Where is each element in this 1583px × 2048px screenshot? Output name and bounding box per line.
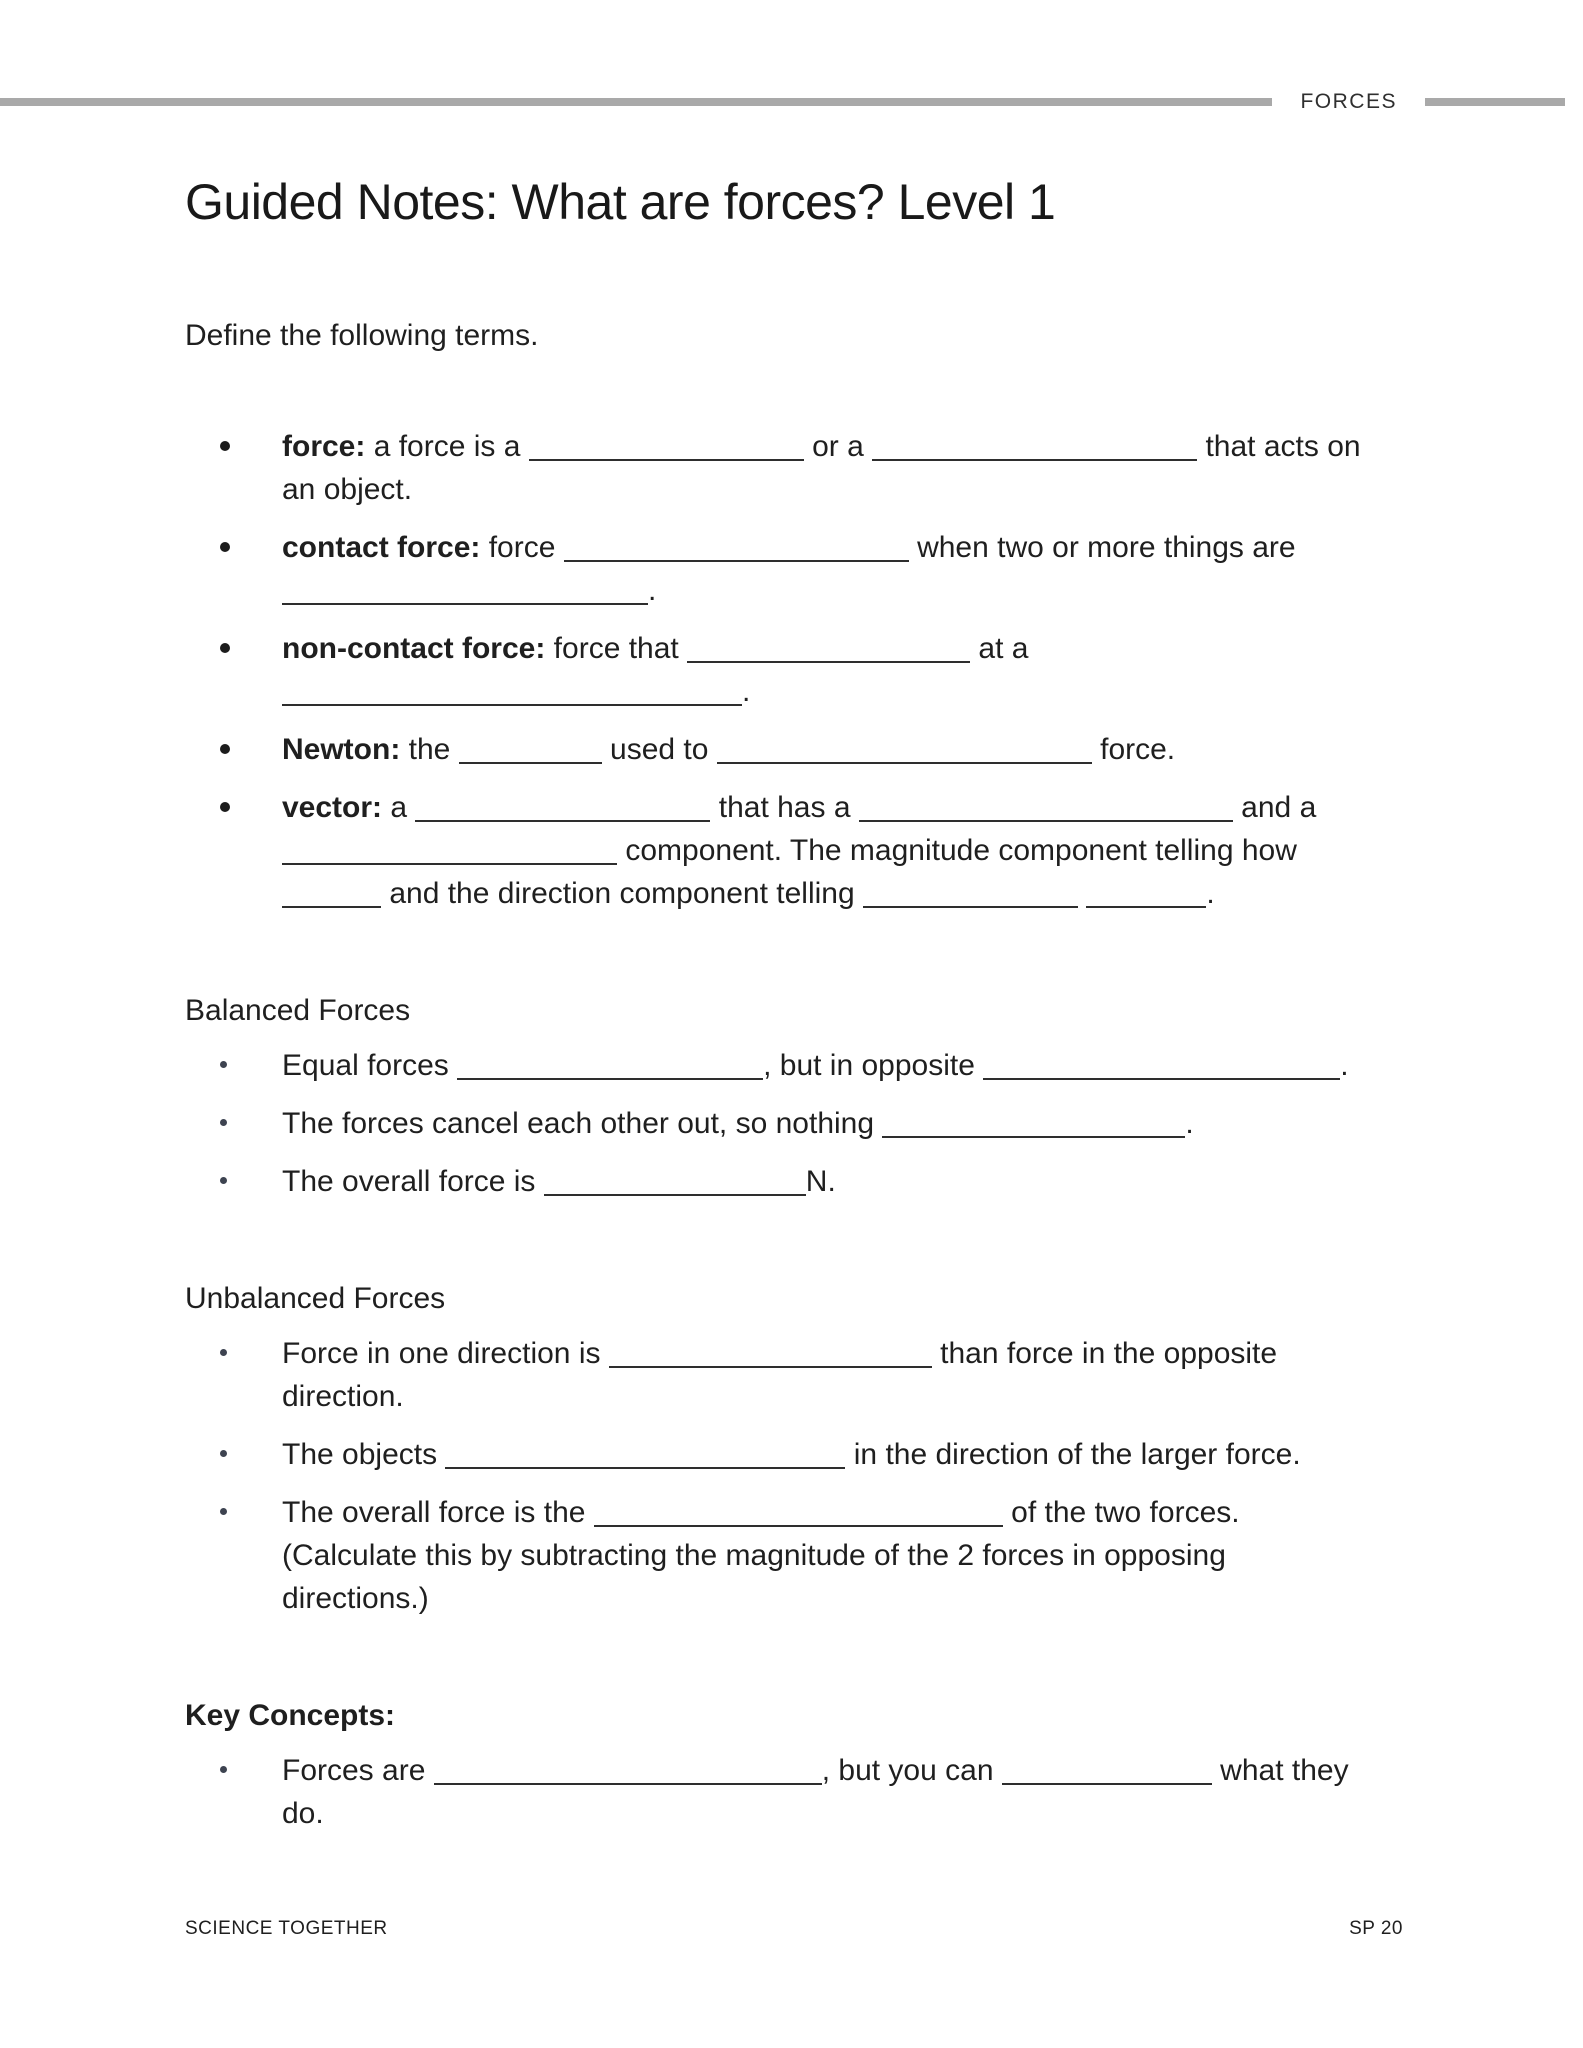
text-run: of the two forces. [1002,1496,1240,1529]
fill-in-blank [564,548,909,562]
text-line [282,1491,1443,1534]
list-item [282,1749,1443,1835]
balanced-forces-heading: Balanced Forces [185,994,411,1027]
text-run: and a [1232,791,1317,824]
text-run: in the direction of the larger force. [845,1438,1301,1471]
text-run: Equal forces [282,1049,458,1082]
term-label: contact force: [282,531,481,564]
document-body [185,314,1443,1835]
text-run: and the direction component telling [381,877,863,910]
text-line [282,1749,1443,1792]
text-run: an object. [282,473,413,506]
key-concepts-heading: Key Concepts: [185,1699,396,1732]
text-line [282,872,1443,915]
text-run: . [1206,877,1215,910]
text-run: , but you can [821,1754,1002,1787]
text-line [282,425,1443,468]
text-line [282,1160,1443,1203]
text-line [282,1534,1443,1577]
text-run: direction. [282,1380,404,1413]
text-line [282,1375,1443,1418]
list-item [282,425,1443,511]
fill-in-blank [445,1455,845,1469]
text-run [1078,877,1086,910]
fill-in-blank [983,1066,1340,1080]
list-item [282,526,1443,612]
header-label: FORCES [1300,90,1397,113]
key-concepts-list [185,1749,1443,1835]
text-line [282,468,1443,511]
page-header [0,90,1583,114]
text-line [282,829,1443,872]
text-run: that has a [710,791,859,824]
text-line [282,1332,1443,1375]
text-run: a force is a [365,430,529,463]
fill-in-blank [459,750,602,764]
text-run: N. [805,1165,836,1198]
header-rule-right [1425,98,1565,106]
term-label: non-contact force: [282,632,546,665]
list-item [282,1332,1443,1418]
fill-in-blank [594,1513,1003,1527]
text-run: the [400,733,459,766]
text-line [282,1044,1443,1087]
text-run: The forces cancel each other out, so nothing [282,1107,883,1140]
list-item [282,786,1443,915]
term-label: Newton: [282,733,401,766]
text-line [282,1102,1443,1145]
fill-in-blank [457,1066,763,1080]
text-run: The overall force is the [282,1496,594,1529]
text-run: The overall force is [282,1165,544,1198]
text-run: that acts on [1197,430,1361,463]
text-run: what they [1211,1754,1349,1787]
text-line [282,1577,1443,1620]
fill-in-blank [415,808,710,822]
list-item [282,1160,1443,1203]
fill-in-blank [1002,1771,1212,1785]
fill-in-blank [872,447,1197,461]
text-run: do. [282,1797,324,1830]
text-line [282,1433,1443,1476]
fill-in-blank [859,808,1233,822]
text-run: Force in one direction is [282,1337,609,1370]
fill-in-blank [687,649,970,663]
text-run: than force in the opposite [931,1337,1278,1370]
text-run: . [1185,1107,1194,1140]
fill-in-blank [609,1354,932,1368]
intro-instruction: Define the following terms. [185,319,539,352]
document-content [0,172,1583,1835]
footer-right: SP 20 [1349,1918,1403,1939]
text-run: The objects [282,1438,446,1471]
footer-left: SCIENCE TOGETHER [185,1918,388,1939]
fill-in-blank [282,692,742,706]
text-run: used to [601,733,717,766]
unbalanced-forces-heading: Unbalanced Forces [185,1282,446,1315]
balanced-forces-list [185,1044,1443,1203]
term-label: vector: [282,791,383,824]
text-line [282,728,1443,771]
list-item [282,1044,1443,1087]
text-run: . [742,675,751,708]
text-line [282,526,1443,569]
unbalanced-forces-list [185,1332,1443,1620]
fill-in-blank [863,894,1078,908]
text-run: a [382,791,416,824]
text-line [282,1792,1443,1835]
text-run: component. The magnitude component telling how [617,834,1297,867]
text-run: (Calculate this by subtracting the magnitude of the 2 forces in opposing [282,1539,1226,1572]
list-item [282,1491,1443,1620]
list-item [282,1433,1443,1476]
text-line [282,670,1443,713]
text-run: . [1340,1049,1349,1082]
text-run: force that [545,632,688,665]
fill-in-blank [544,1182,806,1196]
fill-in-blank [282,851,617,865]
fill-in-blank [282,894,381,908]
text-run: at a [970,632,1029,665]
list-item [282,627,1443,713]
text-line [282,569,1443,612]
fill-in-blank [282,591,648,605]
fill-in-blank [717,750,1092,764]
page-title: Guided Notes: What are forces? Level 1 [185,174,1056,230]
fill-in-blank [529,447,804,461]
fill-in-blank [434,1771,822,1785]
text-run: Forces are [282,1754,434,1787]
page-footer [185,1918,1403,1940]
definitions-list [185,425,1443,915]
fill-in-blank [882,1124,1185,1138]
fill-in-blank [1086,894,1206,908]
term-label: force: [282,430,366,463]
text-run: or a [803,430,873,463]
text-run: directions.) [282,1582,429,1615]
text-run: force. [1091,733,1176,766]
text-line [282,786,1443,829]
list-item [282,728,1443,771]
text-run: when two or more things are [908,531,1296,564]
header-rule-left [0,98,1272,106]
list-item [282,1102,1443,1145]
text-run: , but in opposite [763,1049,984,1082]
text-run: . [648,574,657,607]
text-line [282,627,1443,670]
text-run: force [480,531,564,564]
